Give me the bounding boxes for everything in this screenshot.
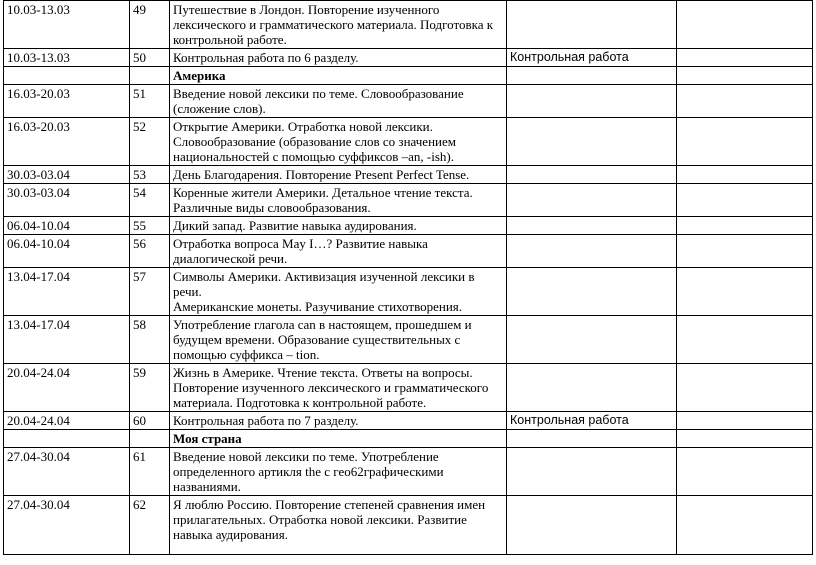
table-row: [4, 448, 813, 496]
row-empty-cell: [677, 217, 813, 235]
row-note: [507, 118, 677, 166]
row-note: [507, 67, 677, 85]
row-date: 30.03-03.04: [4, 184, 130, 217]
lesson-plan-body: [4, 1, 813, 555]
row-empty-cell: [677, 316, 813, 364]
row-date: 27.04-30.04: [4, 448, 130, 496]
row-date: 20.04-24.04: [4, 412, 130, 430]
row-note: [507, 166, 677, 184]
row-note: [507, 235, 677, 268]
row-note: [507, 448, 677, 496]
row-lesson-number: 56: [130, 235, 170, 268]
row-lesson-number: 62: [130, 496, 170, 555]
lesson-plan-table: [3, 0, 813, 555]
row-empty-cell: [677, 49, 813, 67]
row-date: 13.04-17.04: [4, 268, 130, 316]
row-topic: Я люблю Россию. Повторение степеней сравнения имен прилагательных. Отработка новой лексики. Развитие навыка аудирования.: [170, 496, 507, 555]
section-title: Моя страна: [170, 430, 507, 448]
row-note: [507, 316, 677, 364]
row-note: [507, 217, 677, 235]
row-empty-cell: [677, 1, 813, 49]
table-row: [4, 118, 813, 166]
row-date: [4, 430, 130, 448]
row-empty-cell: [677, 184, 813, 217]
table-row: [4, 184, 813, 217]
row-topic: День Благодарения. Повторение Present Perfect Tense.: [170, 166, 507, 184]
row-date: 06.04-10.04: [4, 235, 130, 268]
row-lesson-number: 51: [130, 85, 170, 118]
row-note: [507, 496, 677, 555]
row-note: Контрольная работа: [507, 412, 677, 430]
row-topic: Употребление глагола can в настоящем, прошедшем и будущем времени. Образование существительных с помощью суффикса – tion.: [170, 316, 507, 364]
row-topic: [170, 268, 507, 316]
table-row: [4, 217, 813, 235]
row-topic: Дикий запад. Развитие навыка аудирования.: [170, 217, 507, 235]
row-date: 16.03-20.03: [4, 118, 130, 166]
row-date: 20.04-24.04: [4, 364, 130, 412]
row-lesson-number: [130, 67, 170, 85]
row-topic: Жизнь в Америке. Чтение текста. Ответы на вопросы. Повторение изученного лексического и грамматического материала. Подготовка к контрольной работе.: [170, 364, 507, 412]
table-row: [4, 49, 813, 67]
table-row-section: [4, 430, 813, 448]
row-lesson-number: [130, 430, 170, 448]
row-lesson-number: 54: [130, 184, 170, 217]
row-topic: Введение новой лексики по теме. Словообразование (сложение слов).: [170, 85, 507, 118]
row-empty-cell: [677, 496, 813, 555]
row-topic: Контрольная работа по 6 разделу.: [170, 49, 507, 67]
table-row: [4, 268, 813, 316]
row-empty-cell: [677, 412, 813, 430]
table-row: [4, 364, 813, 412]
row-empty-cell: [677, 268, 813, 316]
row-empty-cell: [677, 235, 813, 268]
row-lesson-number: 60: [130, 412, 170, 430]
row-empty-cell: [677, 364, 813, 412]
row-topic: Путешествие в Лондон. Повторение изученного лексического и грамматического материала. Подготовка к контрольной работе.: [170, 1, 507, 49]
row-topic: Коренные жители Америки. Детальное чтение текста. Различные виды словообразования.: [170, 184, 507, 217]
row-lesson-number: 61: [130, 448, 170, 496]
row-empty-cell: [677, 67, 813, 85]
row-lesson-number: 55: [130, 217, 170, 235]
section-title: Америка: [170, 67, 507, 85]
row-date: 13.04-17.04: [4, 316, 130, 364]
table-row: [4, 496, 813, 555]
table-row: [4, 316, 813, 364]
row-topic: Открытие Америки. Отработка новой лексики. Словообразование (образование слов со значением национальностей с помощью суффиксов –an, -ish).: [170, 118, 507, 166]
row-empty-cell: [677, 118, 813, 166]
row-date: 10.03-13.03: [4, 1, 130, 49]
row-date: 16.03-20.03: [4, 85, 130, 118]
row-topic: Введение новой лексики по теме. Употребление определенного артикля the с гео62графическими названиями.: [170, 448, 507, 496]
row-date: 27.04-30.04: [4, 496, 130, 555]
table-row: [4, 412, 813, 430]
row-empty-cell: [677, 430, 813, 448]
table-row-section: [4, 67, 813, 85]
table-row: [4, 235, 813, 268]
row-date: 30.03-03.04: [4, 166, 130, 184]
row-lesson-number: 58: [130, 316, 170, 364]
row-note: [507, 85, 677, 118]
row-lesson-number: 50: [130, 49, 170, 67]
row-empty-cell: [677, 85, 813, 118]
row-lesson-number: 52: [130, 118, 170, 166]
row-empty-cell: [677, 448, 813, 496]
row-date: [4, 67, 130, 85]
row-note: [507, 268, 677, 316]
row-lesson-number: 59: [130, 364, 170, 412]
row-topic-line-1: Символы Америки. Активизация изученной лексики в речи.: [173, 269, 475, 299]
row-note: [507, 1, 677, 49]
row-date: 06.04-10.04: [4, 217, 130, 235]
row-lesson-number: 57: [130, 268, 170, 316]
row-lesson-number: 49: [130, 1, 170, 49]
row-empty-cell: [677, 166, 813, 184]
row-topic-line-2: Американские монеты. Разучивание стихотворения.: [173, 299, 463, 314]
row-lesson-number: 53: [130, 166, 170, 184]
row-note: [507, 430, 677, 448]
table-row: [4, 1, 813, 49]
table-row: [4, 166, 813, 184]
row-note: Контрольная работа: [507, 49, 677, 67]
table-row: [4, 85, 813, 118]
row-topic: Отработка вопроса May I…? Развитие навыка диалогической речи.: [170, 235, 507, 268]
row-topic: Контрольная работа по 7 разделу.: [170, 412, 507, 430]
row-note: [507, 184, 677, 217]
row-date: 10.03-13.03: [4, 49, 130, 67]
row-note: [507, 364, 677, 412]
